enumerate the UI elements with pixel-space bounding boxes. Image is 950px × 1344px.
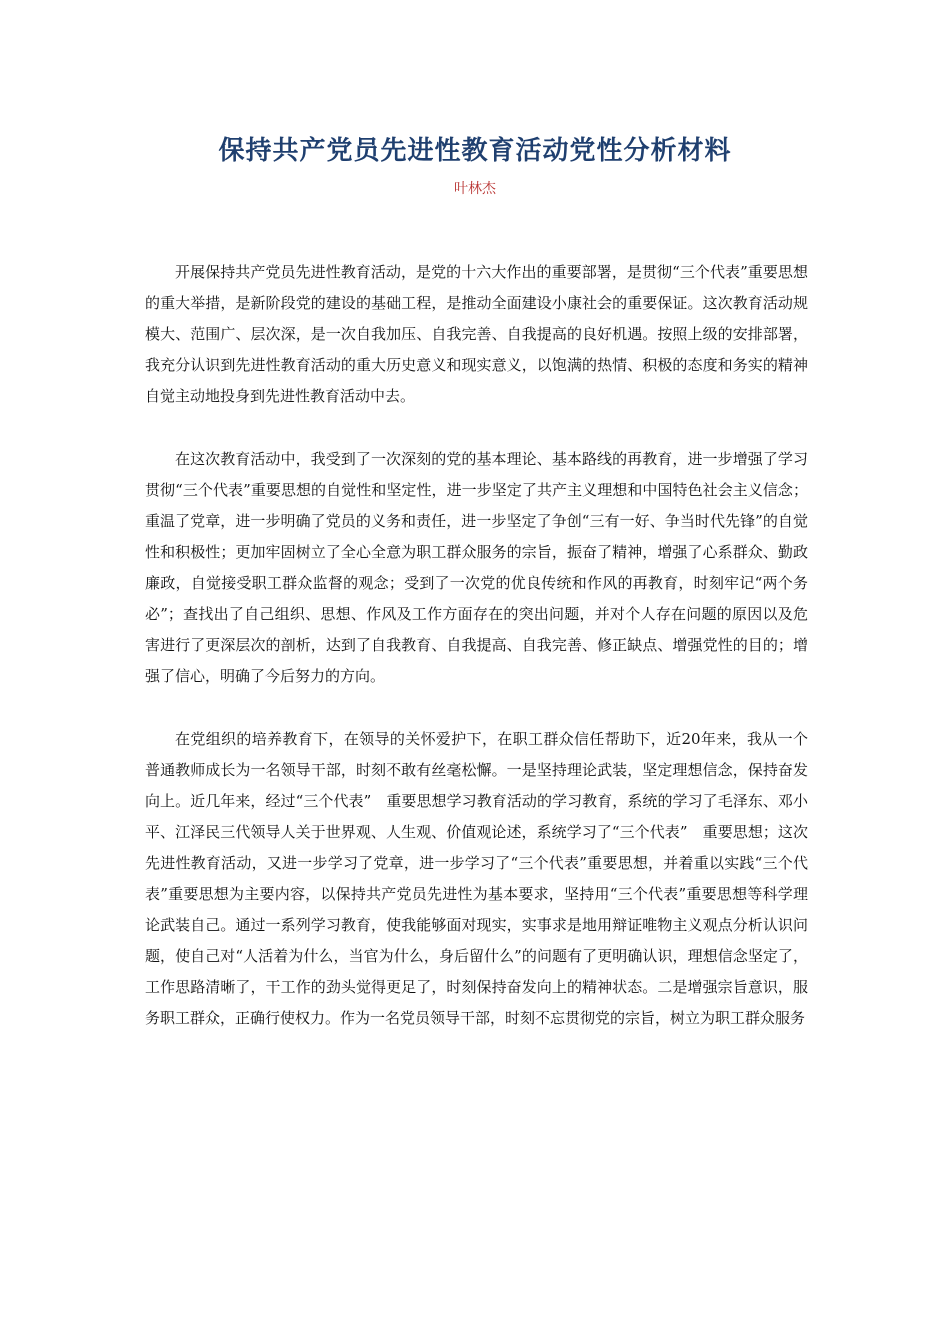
document-title: 保持共产党员先进性教育活动党性分析材料	[218, 136, 732, 166]
paragraph-3: 在党组织的培养教育下，在领导的关怀爱护下，在职工群众信任帮助下，近20年来，我从一个普通教师成长为一名领导干部，时刻不敢有丝毫松懈。一是坚持理论武装，坚定理想信念，保持奋发向上。近几年来，经过“三个代表” 重要思想学习教育活动的学习教育，系统的学习了毛泽东、邓小平、江泽民三代领导人关于世界观、人生观、价值观论述，系统学习了“三个代表” 重要思想；这次先进性教育活动，又进一步学习了党章，进一步学习了“三个代表”重要思想，并着重以实践“三个代表”重要思想为主要内容，以保持共产党员先进性为基本要求，坚持用“三个代表”重要思想等科学理论武装自己。通过一系列学习教育，使我能够面对现实，实事求是地用辩证唯物主义观点分析认识问题，使自己对“人活着为什么，当官为什么，身后留什么”的问题有了更明确认识，理想信念坚定了，工作思路清晰了，干工作的劲头觉得更足了，时刻保持奋发向上的精神状态。二是增强宗旨意识，服务职工群众，正确行使权力。作为一名党员领导干部，时刻不忘贯彻党的宗旨，树立为职工群众服务	[145, 730, 808, 1027]
paragraph-2: 在这次教育活动中，我受到了一次深刻的党的基本理论、基本路线的再教育，进一步增强了学习贯彻“三个代表”重要思想的自觉性和坚定性，进一步坚定了共产主义理想和中国特色社会主义信念；重温了党章，进一步明确了党员的义务和责任，进一步坚定了争创“三有一好、争当时代先锋”的自觉性和积极性；更加牢固树立了全心全意为职工群众服务的宗旨，振奋了精神，增强了心系群众、勤政廉政，自觉接受职工群众监督的观念；受到了一次党的优良传统和作风的再教育，时刻牢记“两个务必”；查找出了自己组织、思想、作风及工作方面存在的突出问题，并对个人存在问题的原因以及危害进行了更深层次的剖析，达到了自我教育、自我提高、自我完善、修正缺点、增强党性的目的；增强了信心，明确了今后努力的方向。	[145, 450, 808, 685]
document-author: 叶林杰	[454, 181, 496, 197]
document-body	[145, 257, 808, 1034]
paragraph-1: 开展保持共产党员先进性教育活动，是党的十六大作出的重要部署，是贯彻“三个代表”重要思想的重大举措，是新阶段党的建设的基础工程，是推动全面建设小康社会的重要保证。这次教育活动规模大、范围广、层次深，是一次自我加压、自我完善、自我提高的良好机遇。按照上级的安排部署，我充分认识到先进性教育活动的重大历史意义和现实意义，以饱满的热情、积极的态度和务实的精神自觉主动地投身到先进性教育活动中去。	[145, 263, 808, 405]
